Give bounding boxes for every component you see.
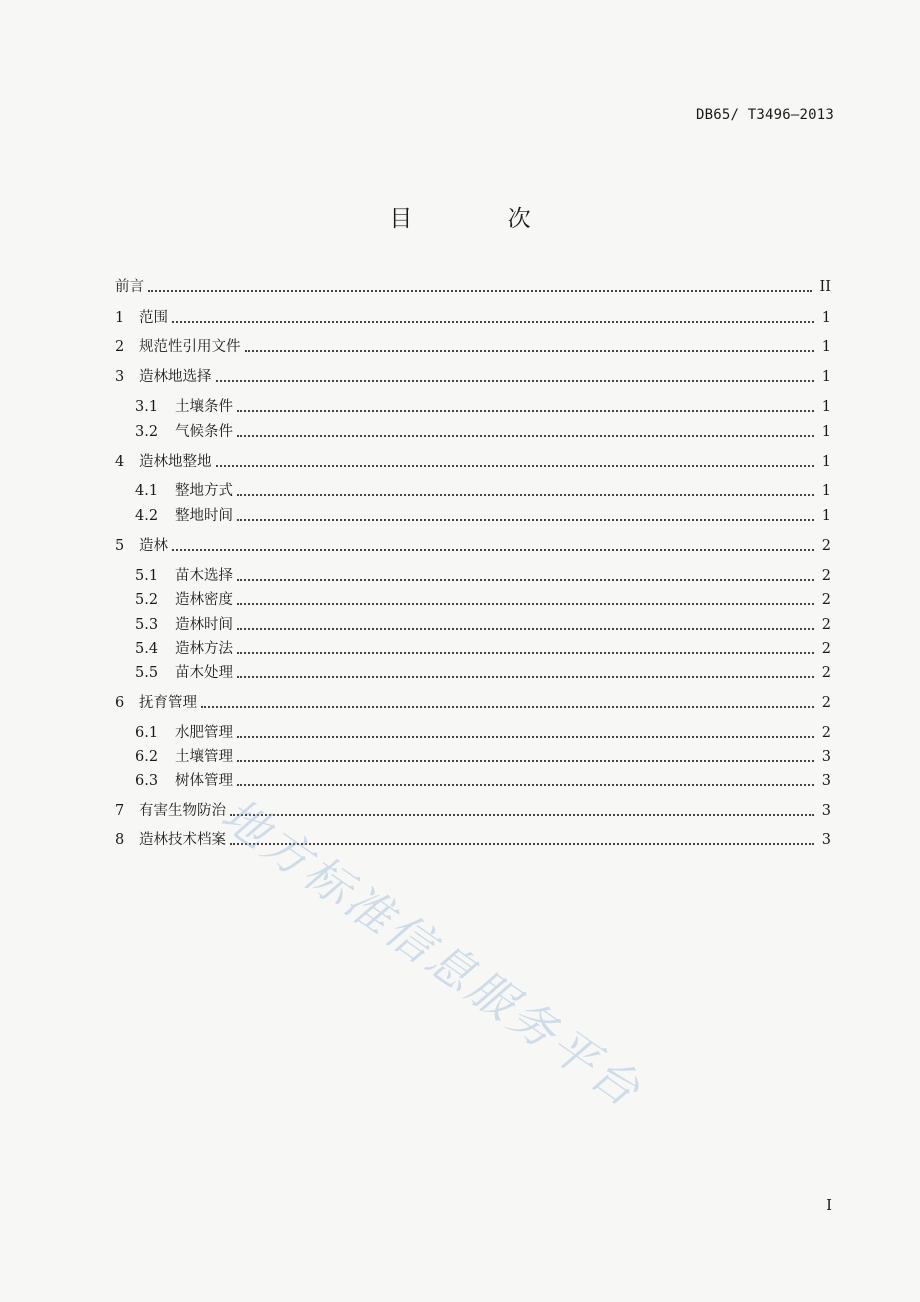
toc-leader-dots xyxy=(237,784,814,786)
toc-entry-page: 3 xyxy=(821,832,831,848)
toc-entry-page: 3 xyxy=(821,773,831,789)
toc-entry-label: 前言 xyxy=(115,279,144,295)
toc-entry[interactable] xyxy=(115,451,831,473)
toc-entry-page: 1 xyxy=(821,369,831,385)
toc-entry-page: 2 xyxy=(821,592,831,608)
toc-entry-label: 造林方法 xyxy=(175,641,233,657)
toc-entry-label: 造林地选择 xyxy=(139,369,212,385)
toc-leader-dots xyxy=(172,549,814,551)
page-title: 目 次 xyxy=(389,206,575,232)
toc-entry-number: 3.1 xyxy=(135,399,159,415)
page-number: I xyxy=(826,1196,832,1214)
toc-entry[interactable] xyxy=(135,480,831,502)
toc-leader-dots xyxy=(245,350,814,352)
toc-entry[interactable] xyxy=(115,800,831,822)
toc-entry-label: 气候条件 xyxy=(175,424,233,440)
toc-entry-label: 造林地整地 xyxy=(139,454,212,470)
toc-entry[interactable] xyxy=(115,535,831,557)
toc-entry[interactable] xyxy=(135,614,831,636)
toc-entry-label: 土壤管理 xyxy=(175,749,233,765)
toc-entry-number: 6.2 xyxy=(135,749,159,765)
toc-leader-dots xyxy=(237,676,814,678)
toc-leader-dots xyxy=(216,465,814,467)
toc-entry-label: 抚育管理 xyxy=(139,695,197,711)
toc-entry-number: 4.2 xyxy=(135,508,159,524)
toc-entry[interactable] xyxy=(135,421,831,443)
toc-entry-number: 7 xyxy=(115,803,125,819)
toc-entry-label: 造林 xyxy=(139,538,168,554)
toc-entry[interactable] xyxy=(135,722,831,744)
toc-entry-page: II xyxy=(819,279,831,295)
toc-leader-dots xyxy=(237,579,814,581)
toc-entry-page: 1 xyxy=(821,483,831,499)
toc-entry-number: 5.3 xyxy=(135,617,159,633)
toc-entry-label: 造林时间 xyxy=(175,617,233,633)
toc-leader-dots xyxy=(237,494,814,496)
toc-entry-page: 2 xyxy=(821,568,831,584)
toc-entry-number: 6.1 xyxy=(135,725,159,741)
toc-leader-dots xyxy=(201,706,814,708)
toc-entry-page: 2 xyxy=(821,725,831,741)
toc-entry[interactable] xyxy=(135,565,831,587)
toc-entry-number: 5.1 xyxy=(135,568,159,584)
toc-entry-number: 2 xyxy=(115,339,125,355)
toc-entry-number: 8 xyxy=(115,832,125,848)
toc-leader-dots xyxy=(237,603,814,605)
toc-leader-dots xyxy=(172,321,814,323)
toc-entry-label: 有害生物防治 xyxy=(139,803,226,819)
toc-entry[interactable] xyxy=(135,505,831,527)
toc-leader-dots xyxy=(237,410,814,412)
toc-leader-dots xyxy=(148,290,812,292)
toc-leader-dots xyxy=(237,760,814,762)
toc-entry-label: 造林密度 xyxy=(175,592,233,608)
toc-entry-page: 2 xyxy=(821,641,831,657)
toc-entry-number: 5.4 xyxy=(135,641,159,657)
toc-entry-number: 4 xyxy=(115,454,125,470)
toc-entry-page: 1 xyxy=(821,399,831,415)
toc-entry-number: 6 xyxy=(115,695,125,711)
toc-entry-page: 1 xyxy=(821,424,831,440)
toc-entry-page: 1 xyxy=(821,508,831,524)
toc-entry-page: 3 xyxy=(821,749,831,765)
toc-entry[interactable] xyxy=(115,307,831,329)
toc-entry[interactable] xyxy=(135,589,831,611)
toc-leader-dots xyxy=(237,519,814,521)
toc-leader-dots xyxy=(237,435,814,437)
toc-entry[interactable] xyxy=(135,662,831,684)
toc-entry-label: 树体管理 xyxy=(175,773,233,789)
toc-entry-label: 整地方式 xyxy=(175,483,233,499)
toc-entry-page: 1 xyxy=(821,310,831,326)
toc-entry-page: 2 xyxy=(821,665,831,681)
toc-entry[interactable] xyxy=(135,638,831,660)
toc-entry-page: 1 xyxy=(821,454,831,470)
toc-entry[interactable] xyxy=(135,770,831,792)
document-code: DB65/ T3496—2013 xyxy=(695,107,834,123)
toc-entry-page: 2 xyxy=(821,695,831,711)
toc-leader-dots xyxy=(230,814,814,816)
toc-leader-dots xyxy=(237,736,814,738)
toc-entry[interactable] xyxy=(135,746,831,768)
toc-entry[interactable] xyxy=(115,829,831,851)
toc-entry-number: 5.5 xyxy=(135,665,159,681)
watermark: 地方标准信息服务平台 xyxy=(211,787,653,1119)
toc-leader-dots xyxy=(216,380,814,382)
toc-entry-label: 整地时间 xyxy=(175,508,233,524)
toc-entry-label: 苗木选择 xyxy=(175,568,233,584)
toc-entry-label: 范围 xyxy=(139,310,168,326)
toc-leader-dots xyxy=(237,628,814,630)
toc-entry-number: 1 xyxy=(115,310,125,326)
toc-entry-number: 6.3 xyxy=(135,773,159,789)
toc-leader-dots xyxy=(230,843,814,845)
toc-entry-label: 土壤条件 xyxy=(175,399,233,415)
toc-entry[interactable] xyxy=(135,396,831,418)
toc-entry[interactable] xyxy=(115,366,831,388)
toc-entry-number: 4.1 xyxy=(135,483,159,499)
toc-entry-label: 规范性引用文件 xyxy=(139,339,241,355)
toc-entry-number: 3.2 xyxy=(135,424,159,440)
toc-entry-number: 3 xyxy=(115,369,125,385)
toc-entry[interactable] xyxy=(115,336,831,358)
toc-leader-dots xyxy=(237,652,814,654)
toc-entry-page: 2 xyxy=(821,538,831,554)
toc-entry-label: 苗木处理 xyxy=(175,665,233,681)
toc-entry-label: 造林技术档案 xyxy=(139,832,226,848)
toc-entry[interactable] xyxy=(115,276,831,298)
toc-entry-label: 水肥管理 xyxy=(175,725,233,741)
toc-entry-page: 2 xyxy=(821,617,831,633)
toc-entry-page: 1 xyxy=(821,339,831,355)
toc-entry-number: 5.2 xyxy=(135,592,159,608)
toc-entry-number: 5 xyxy=(115,538,125,554)
toc-entry-page: 3 xyxy=(821,803,831,819)
toc-entry[interactable] xyxy=(115,692,831,714)
